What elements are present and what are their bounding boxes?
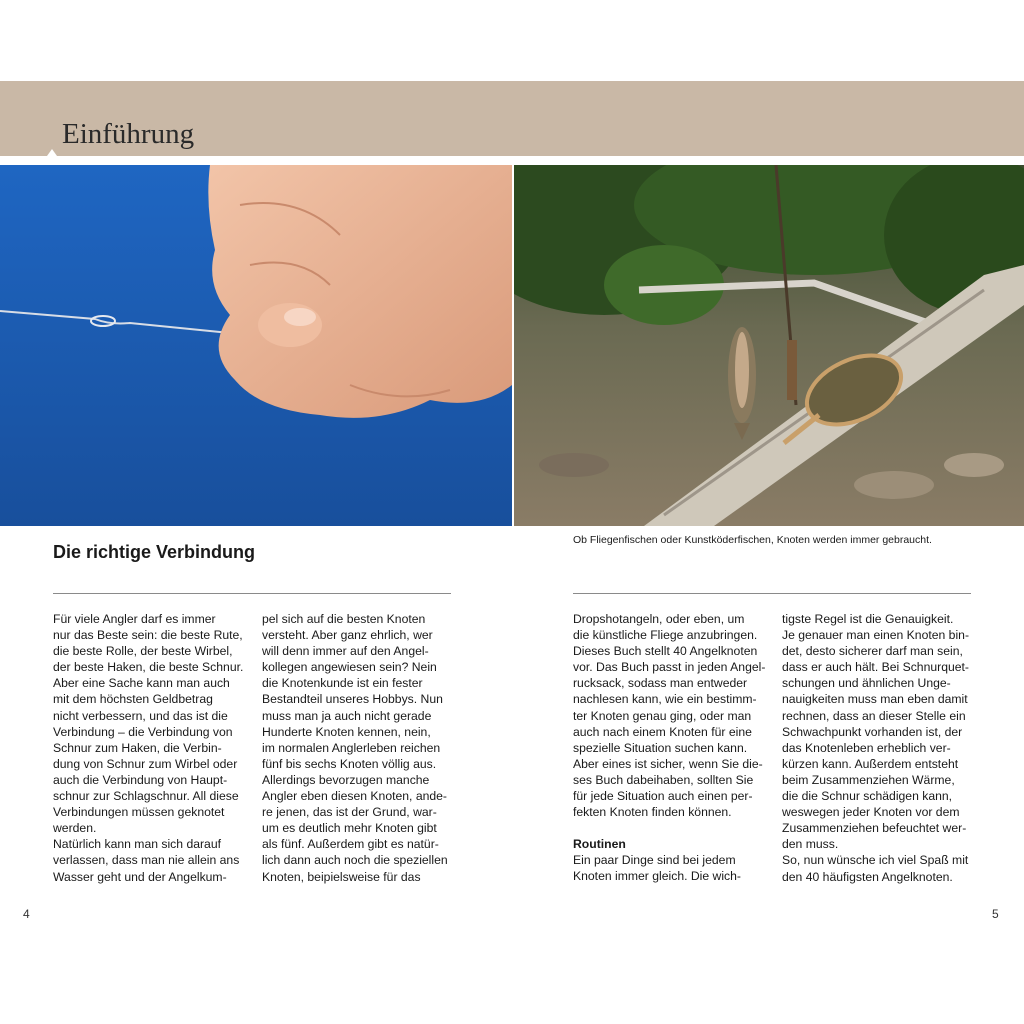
text-column-2: [262, 611, 462, 885]
photo-caption: Ob Fliegenfischen oder Kunstköderfischen, Knoten werden immer gebraucht.: [573, 534, 932, 546]
left-photo-hand-swivel: [0, 165, 512, 526]
right-divider: [573, 593, 971, 594]
body-text: pel sich auf die besten Knoten versteht. Aber ganz ehrlich, wer will denn immer auf den Angel- kollegen angewiesen sein? Nein die Knotenkunde ist ein fester Bestandteil unseres Hobbys. Nun muss man ja auch nicht gerade Hunderte Knoten kennen, nein, im normalen Anglerleben reichen fünf bis sechs Knoten völlig aus. Allerdings bevorzugen manche Angler eben diesen Knoten, ande- re jenen, das ist der Grund, war- um es deutlich mehr Knoten gibt als fünf. Außerdem gibt es natür- lich dann auch noch die speziellen Knoten, beipielsweise für das: [262, 612, 448, 884]
text-column-1: [53, 611, 253, 885]
body-text: Ein paar Dinge sind bei jedem Knoten immer gleich. Die wich-: [573, 853, 741, 884]
text-column-3: [573, 611, 773, 885]
page-number-left: 4: [23, 907, 30, 921]
body-text: Für viele Angler darf es immer nur das Beste sein: die beste Rute, die beste Rolle, der beste Wirbel, der beste Haken, die beste Schnur. Aber eine Sache kann man auch mit dem höchsten Geldbetrag nicht verbessern, und das ist die Verbindung – die Verbindung von Schnur zum Haken, die Verbin- dung von Schnur zum Wirbel oder auch die Verbindung von Haupt- schnur zur Schlagschnur. All diese Verbindungen müssen geknotet werden. Natürlich kann man sich darauf verlassen, dass man nie allein ans Wasser geht und der Angelkum-: [53, 612, 244, 884]
section-heading: Die richtige Verbindung: [53, 542, 256, 562]
chapter-title: Einführung: [62, 118, 195, 150]
left-divider: [53, 593, 451, 594]
text-column-4: [782, 611, 982, 885]
page-number-right: 5: [992, 907, 999, 921]
chapter-notch-marker: [47, 149, 57, 156]
body-text: Dropshotangeln, oder eben, um die künstliche Fliege anzubringen. Dieses Buch stellt 40 Angelknoten vor. Das Buch passt in jeden Angel- rucksack, sodass man entweder nachlesen kann, wie ein bestimm- ter Knoten genau ging, oder man auch nach einem Knoten für eine spezielle Situation suchen kann. Aber eines ist sicher, wenn Sie die- ses Buch dabeihaben, sollten Sie für jede Situation auch einen per- fekten Knoten finden können.: [573, 612, 766, 820]
subheading-routinen: Routinen: [573, 837, 626, 852]
band-divider: [0, 156, 1024, 160]
right-photo-trout-log: [514, 165, 1024, 526]
body-text: tigste Regel ist die Genauigkeit. Je genauer man einen Knoten bin- det, desto sicherer darf man sein, dass er auch hält. Bei Schnurquet- schungen und ähnlichen Unge- nauigkeiten muss man eben damit rechnen, dass an dieser Stelle ein Schwachpunkt vorhanden ist, der das Knotenleben erheblich ver- kürzen kann. Außerdem entsteht beim Zusammenziehen Wärme, die die Schnur schädigen kann, weswegen jeder Knoten vor dem Zusammenziehen befeuchtet wer- den muss. So, nun wünsche ich viel Spaß mit den 40 häufigsten Angelknoten.: [782, 612, 970, 884]
